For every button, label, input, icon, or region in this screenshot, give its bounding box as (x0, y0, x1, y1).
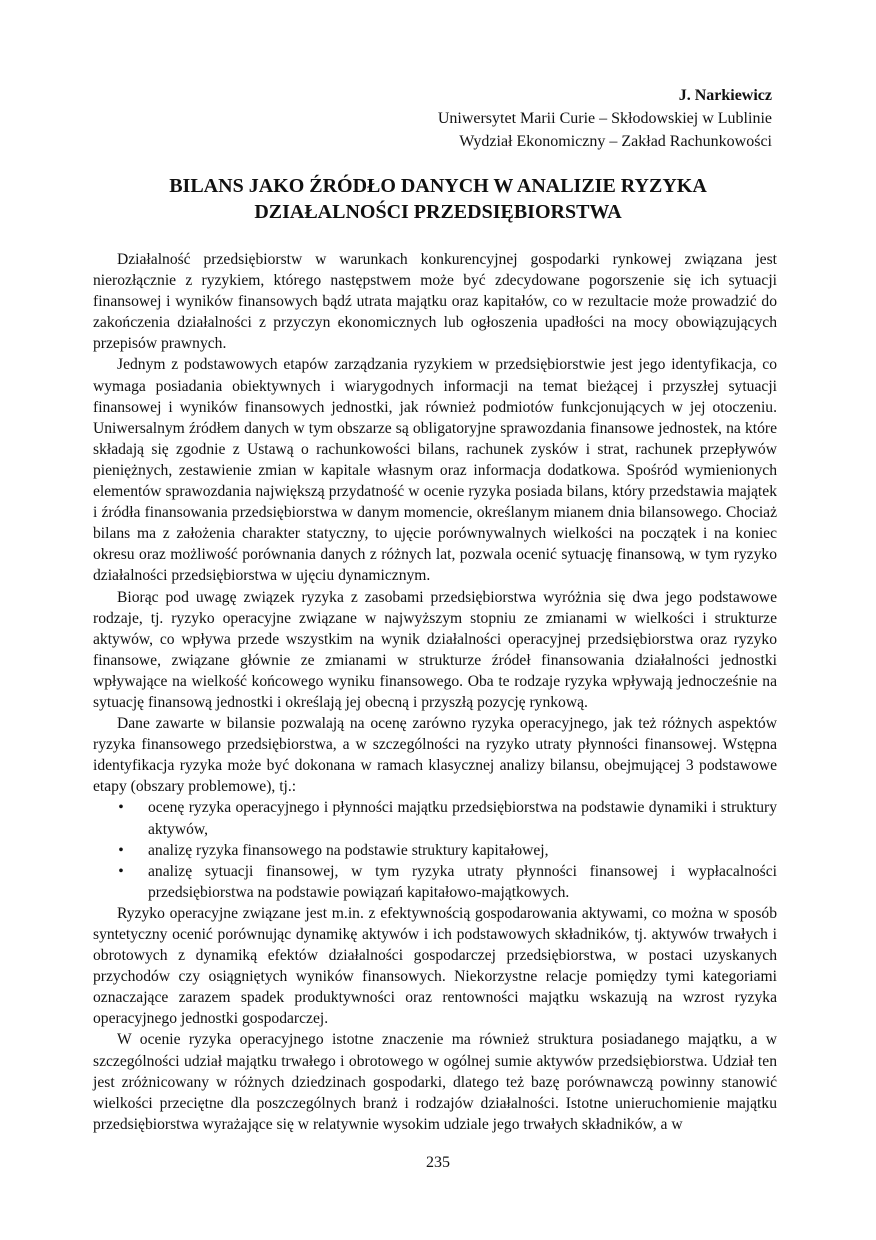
paragraph: Jednym z podstawowych etapów zarządzania ryzykiem w przedsiębiorstwie jest jego identyfikacja, co wymaga posiadania obiektywnych i wiarygodnych informacji na temat bieżącej i przyszłej sytuacji finansowej i wyników finansowych jednostki, jak również podmiotów funkcjonujących w jej otoczeniu. Uniwersalnym źródłem danych w tym obszarze są obligatoryjne sprawozdania finansowe jednostek, na które składają się zgodnie z Ustawą o rachunkowości bilans, rachunek zysków i strat, rachunek przepływów pieniężnych, zestawienie zmian w kapitale własnym oraz informacja dodatkowa. Spośród wymienionych elementów sprawozdania największą przydatność w ocenie ryzyka posiada bilans, który przedstawia majątek i źródła finansowania przedsiębiorstwa w danym momencie, określanym mianem dnia bilansowego. Chociaż bilans ma z założenia charakter statyczny, to ujęcie porównywalnych wielkości na początek i na koniec okresu oraz możliwość porównania danych z różnych lat, pozwala ocenić sytuację finansową, w tym ryzyko działalności przedsiębiorstwa w ujęciu dynamicznym. (93, 356, 777, 585)
author-header (438, 84, 772, 153)
university-name: Uniwersytet Marii Curie – Skłodowskiej w Lublinie (437, 110, 772, 127)
bullet-icon: • (118, 862, 124, 880)
bullet-item (93, 840, 777, 861)
paragraph: Działalność przedsiębiorstw w warunkach konkurencyjnej gospodarki rynkowej związana jest nierozłącznie z ryzykiem, którego następstwem może być zdecydowane pogorszenie się ich sytuacji finansowej i wyników finansowych bądź utrata majątku oraz kapitałów, co w rezultacie może prowadzić do zakończenia działalności z przyczyn ekonomicznych lub ogłoszenia upadłości na mocy obowiązujących przepisów prawnych. (93, 251, 777, 353)
page-number: 235 (426, 1154, 450, 1171)
bullet-item (93, 861, 777, 903)
bullet-text: analizę ryzyka finansowego na podstawie struktury kapitałowej, (148, 841, 549, 859)
body-text (93, 249, 777, 1135)
title-line-2: DZIAŁALNOŚCI PRZEDSIĘBIORSTWA (254, 201, 622, 223)
bullet-text: ocenę ryzyka operacyjnego i płynności majątku przedsiębiorstwa na podstawie dynamiki i struktury aktywów, (148, 799, 777, 838)
department-name: Wydział Ekonomiczny – Zakład Rachunkowości (459, 133, 772, 150)
author-name: J. Narkiewicz (678, 87, 772, 104)
bullet-list (93, 797, 777, 902)
paragraph: Ryzyko operacyjne związane jest m.in. z efektywnością gospodarowania aktywami, co można w sposób syntetyczny ocenić porównując dynamikę aktywów i ich podstawowych składników, tj. aktywów trwałych i obrotowych z dynamiką efektów działalności gospodarczej przedsiębiorstwa, w postaci uzyskanych przychodów czy osiągniętych wyników finansowych. Niekorzystne relacje pomiędzy tymi kategoriami oznaczające zarazem spadek produktywności oraz rentowności majątku wskazują na wzrost ryzyka operacyjnego jednostki gospodarczej. (93, 904, 777, 1028)
bullet-icon: • (118, 799, 124, 817)
paper-title (100, 173, 776, 225)
title-line-1: BILANS JAKO ŹRÓDŁO DANYCH W ANALIZIE RYZYKA (169, 175, 707, 197)
bullet-item (93, 797, 777, 839)
paragraph: Biorąc pod uwagę związek ryzyka z zasobami przedsiębiorstwa wyróżnia się dwa jego podstawowe rodzaje, tj. ryzyko operacyjne związane w najwyższym stopniu ze zmianami w wielkości i strukturze aktywów, co wpływa przede wszystkim na wynik działalności operacyjnej przedsiębiorstwa oraz ryzyko finansowe, związane głównie ze zmianami w strukturze źródeł finansowania działalności jednostki wpływające na wielkość końcowego wyniku finansowego. Oba te rodzaje ryzyka wpływają jednocześnie na sytuację finansową jednostki i określają jej obecną i przyszłą pozycję rynkową. (93, 588, 777, 711)
bullet-text: analizę sytuacji finansowej, w tym ryzyka utraty płynności finansowej i wypłacalności przedsiębiorstwa na podstawie powiązań kapitałowo-majątkowych. (148, 862, 777, 901)
bullet-icon: • (118, 841, 124, 859)
paragraph: Dane zawarte w bilansie pozwalają na ocenę zarówno ryzyka operacyjnego, jak też różnych aspektów ryzyka finansowego przedsiębiorstwa, a w szczególności na ryzyko utraty płynności finansowej. Wstępna identyfikacja ryzyka może być dokonana w ramach klasycznej analizy bilansu, obejmującej 3 podstawowe etapy (obszary problemowe), tj.: (93, 715, 777, 796)
paragraph: W ocenie ryzyka operacyjnego istotne znaczenie ma również struktura posiadanego majątku, a w szczególności udział majątku trwałego i obrotowego w ogólnej sumie aktywów przedsiębiorstwa. Udział ten jest zróżnicowany w różnych dziedzinach gospodarki, dlatego też bazę porównawczą powinny stanowić wielkości przeciętne dla poszczególnych branż i rodzajów działalności. Istotne unieruchomienie majątku przedsiębiorstwa wyrażające się w relatywnie wysokim udziale jego trwałych składników, a w (93, 1031, 777, 1133)
